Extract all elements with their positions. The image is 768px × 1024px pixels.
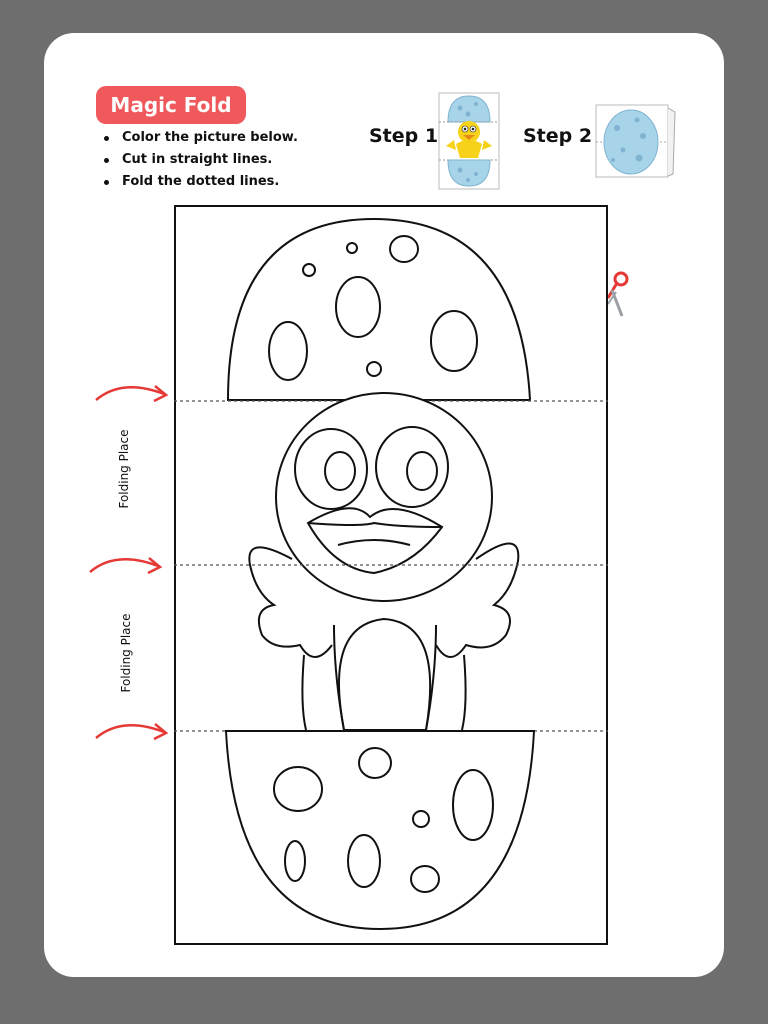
arrow-icon [86, 548, 166, 578]
instruction-item: Fold the dotted lines. [104, 171, 298, 193]
folding-place-label: Folding Place [119, 613, 133, 693]
page-title: Magic Fold [110, 93, 232, 117]
title-badge [96, 86, 246, 124]
arrow-icon [92, 376, 172, 406]
arrow-icon [92, 714, 172, 744]
instruction-item: Cut in straight lines. [104, 149, 298, 171]
step-2-thumbnail [595, 104, 679, 180]
egg-icon [604, 110, 658, 174]
folding-place-label: Folding Place [117, 429, 131, 509]
instruction-item: Color the picture below. [104, 127, 298, 149]
step-1-label: Step 1 [369, 125, 439, 147]
scissors-icon [604, 270, 632, 320]
instruction-list [104, 127, 298, 193]
step-1-thumbnail [438, 92, 500, 190]
coloring-artwork [174, 205, 608, 945]
step-2-label: Step 2 [523, 125, 593, 147]
